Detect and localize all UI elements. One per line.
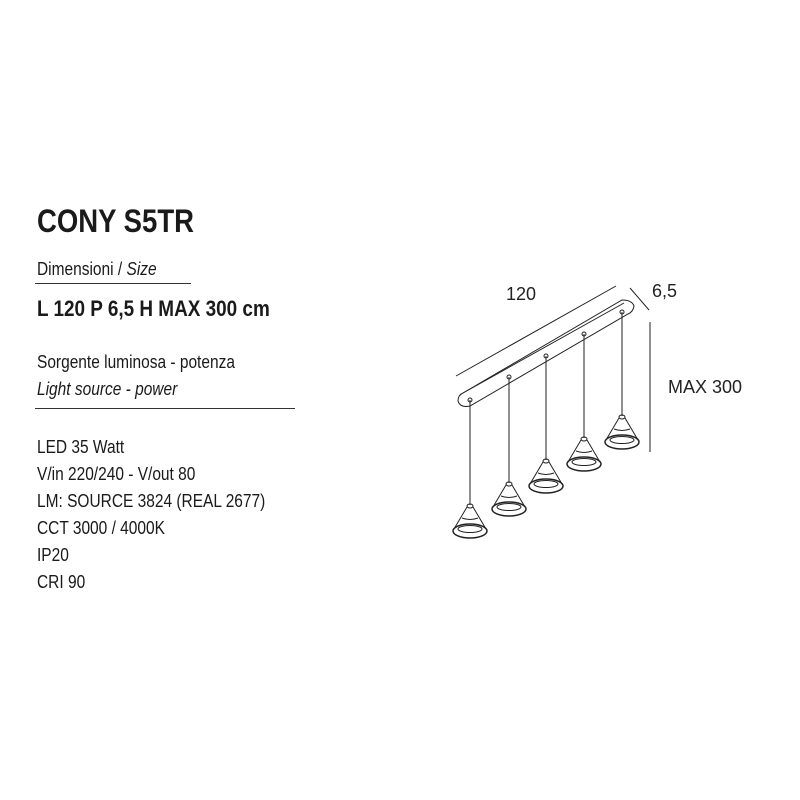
cone-inner — [534, 481, 558, 488]
size-label-en: Size — [126, 259, 157, 279]
cone-inner — [610, 437, 634, 444]
light-source-label-it: Sorgente luminosa - potenza — [37, 352, 235, 372]
spec-item: V/in 220/240 - V/out 80 — [37, 464, 196, 484]
cone-inner — [497, 504, 521, 511]
cone-rim — [453, 524, 487, 538]
length-label: 120 — [506, 284, 537, 304]
cone-band — [576, 451, 592, 453]
cone-rim — [492, 502, 526, 516]
depth-dimension-line — [630, 288, 649, 310]
cone-band — [538, 473, 554, 475]
cone-rim — [529, 479, 563, 493]
spec-item: LM: SOURCE 3824 (REAL 2677) — [37, 491, 266, 511]
height-label: MAX 300 — [668, 377, 743, 397]
spec-item: CCT 3000 / 4000K — [37, 518, 165, 538]
cone-band — [501, 496, 517, 498]
pendant-lamp — [567, 332, 601, 471]
canopy-edge — [463, 303, 624, 393]
depth-label: 6,5 — [652, 281, 678, 301]
cone-rim — [567, 457, 601, 471]
cone-inner — [572, 459, 596, 466]
spec-item: CRI 90 — [37, 572, 86, 592]
cone-band — [614, 429, 630, 431]
pendant-lamp — [453, 398, 487, 538]
spec-item: LED 35 Watt — [37, 437, 125, 457]
cone-inner — [458, 526, 482, 533]
pendant-lamp — [492, 375, 526, 516]
cone-rim — [605, 435, 639, 449]
pendant-lamp — [605, 310, 639, 449]
product-title: CONY S5TR — [37, 203, 195, 239]
light-source-label-en: Light source - power — [37, 379, 178, 399]
spec-item: IP20 — [37, 545, 69, 565]
pendant-lamp — [529, 354, 563, 493]
size-separator: / — [113, 259, 127, 279]
cone-band — [462, 518, 478, 520]
size-label-it: Dimensioni — [37, 259, 114, 279]
size-value: L 120 P 6,5 H MAX 300 cm — [37, 296, 270, 321]
